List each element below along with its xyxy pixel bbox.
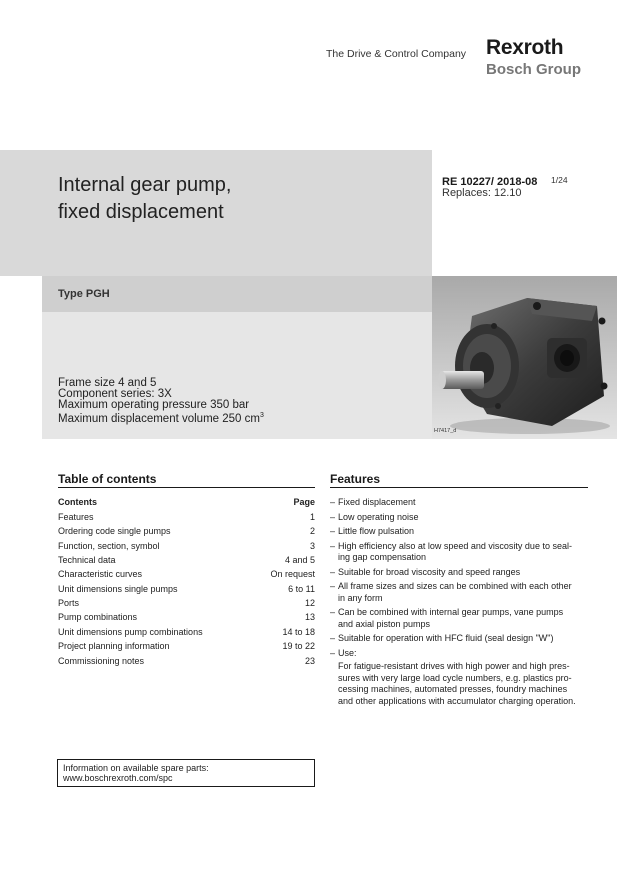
spec-frame-size: Frame size 4 and 5 [58,377,157,389]
spec-volume-superscript: 3 [259,412,264,419]
page-title-line-2: fixed displacement [58,201,224,223]
toc-row-page: 19 to 22 [282,641,315,652]
feature-item [330,497,588,509]
spare-parts-url[interactable]: www.boschrexroth.com/spc [63,773,173,783]
spare-parts-info-box [57,759,315,787]
feature-text: High efficiency also at low speed and viscosity due to seal- [338,540,572,551]
toc-row[interactable] [58,598,315,612]
photo-reference-code: H7417_d [434,428,457,434]
brand-logo: Rexroth [486,36,564,59]
pump-photo [432,276,617,439]
bullet-dash: – [330,497,336,507]
toc-row-label: Unit dimensions single pumps [58,583,178,594]
bullet-dash: – [330,647,336,658]
spec-max-pressure: Maximum operating pressure 350 bar [58,399,250,411]
toc-row-page: 12 [304,598,315,609]
toc-row[interactable] [58,512,315,526]
toc-row[interactable] [58,584,315,598]
bullet-dash: – [330,511,336,522]
pump-illustration [432,276,617,439]
toc-row-page: 14 to 18 [282,626,315,637]
toc-row[interactable] [58,569,315,583]
feature-item [330,567,588,579]
toc-row-page: 6 to 11 [288,583,315,594]
toc-row-page: 13 [304,612,315,623]
company-tagline: The Drive & Control Company [326,48,467,60]
feature-item [330,526,588,538]
toc-row-label: Commissioning notes [58,655,145,666]
feature-text: Suitable for operation with HFC fluid (seal design "W") [338,633,554,643]
feature-text: Suitable for broad viscosity and speed ranges [338,566,521,577]
feature-item [330,648,588,660]
toc-row-page: 1 [309,512,315,522]
brand-subtitle: Bosch Group [486,61,582,78]
toc-row-label: Project planning information [58,641,170,652]
toc-row-label: Characteristic curves [58,569,143,580]
toc-divider [58,487,315,488]
document-number: RE 10227/ 2018-08 [442,176,538,188]
spec-max-volume [58,410,264,425]
feature-item [330,581,588,604]
use-description-line: sures with very large load cycle numbers, e.g. plastics pro- [338,672,572,683]
toc-row[interactable] [58,656,315,670]
replaces-version: Replaces: 12.10 [442,187,522,199]
use-description-line: and other applications with accumulator charging operation. [338,695,576,706]
features-title: Features [330,472,381,486]
toc-row-label: Pump combinations [58,612,138,623]
spare-parts-info-text: Information on available spare parts: [63,763,209,773]
toc-col-contents: Contents [58,497,97,507]
toc-row-page: On request [270,569,315,580]
toc-row-label: Unit dimensions pump combinations [58,626,203,637]
feature-text: All frame sizes and sizes can be combined with each other [338,581,572,591]
toc-row-label: Function, section, symbol [58,540,160,551]
feature-text: Little flow pulsation [338,526,415,536]
toc-row[interactable] [58,612,315,626]
bullet-dash: – [330,566,336,577]
type-label: Type PGH [58,288,110,300]
feature-text: Fixed displacement [338,497,416,507]
page-number: 1/24 [551,175,568,185]
toc-row-page: 2 [309,526,315,537]
bullet-dash: – [330,526,336,536]
feature-item [330,607,588,630]
spec-max-volume-text: Maximum displacement volume 250 cm [58,412,260,425]
feature-item [330,541,588,564]
toc-row[interactable] [58,641,315,655]
toc-row[interactable] [58,526,315,540]
feature-item [330,633,588,645]
toc-row-label: Ordering code single pumps [58,526,171,537]
toc-row-label: Technical data [58,555,116,566]
toc-title: Table of contents [58,472,157,486]
feature-text-continued: in any form [338,592,383,603]
use-description-line: For fatigue-resistant drives with high power and high pres- [338,661,570,671]
feature-text: Low operating noise [338,511,419,522]
toc-row-label: Features [58,512,94,522]
feature-text: Use: [338,647,357,658]
feature-text: Can be combined with internal gear pumps, vane pumps [338,607,564,617]
bullet-dash: – [330,607,336,617]
bullet-dash: – [330,581,336,591]
bullet-dash: – [330,633,336,643]
toc-row[interactable] [58,555,315,569]
feature-text-continued: ing gap compensation [338,552,427,562]
toc-row-page: 3 [309,540,315,551]
toc-header-row [58,497,315,511]
toc-row[interactable] [58,541,315,555]
toc-row-page: 23 [304,655,315,666]
features-divider [330,487,588,488]
use-description [330,661,588,707]
toc-col-page: Page [293,497,315,507]
toc-row-page: 4 and 5 [284,555,315,566]
toc-row-label: Ports [58,598,80,609]
feature-text-continued: and axial piston pumps [338,618,431,629]
bullet-dash: – [330,540,336,551]
use-description-line: cessing machines, automated presses, foundry machines [338,684,568,694]
page-title-line-1: Internal gear pump, [58,174,232,196]
toc-row[interactable] [58,627,315,641]
spec-component-series: Component series: 3X [58,388,172,400]
feature-item [330,512,588,524]
